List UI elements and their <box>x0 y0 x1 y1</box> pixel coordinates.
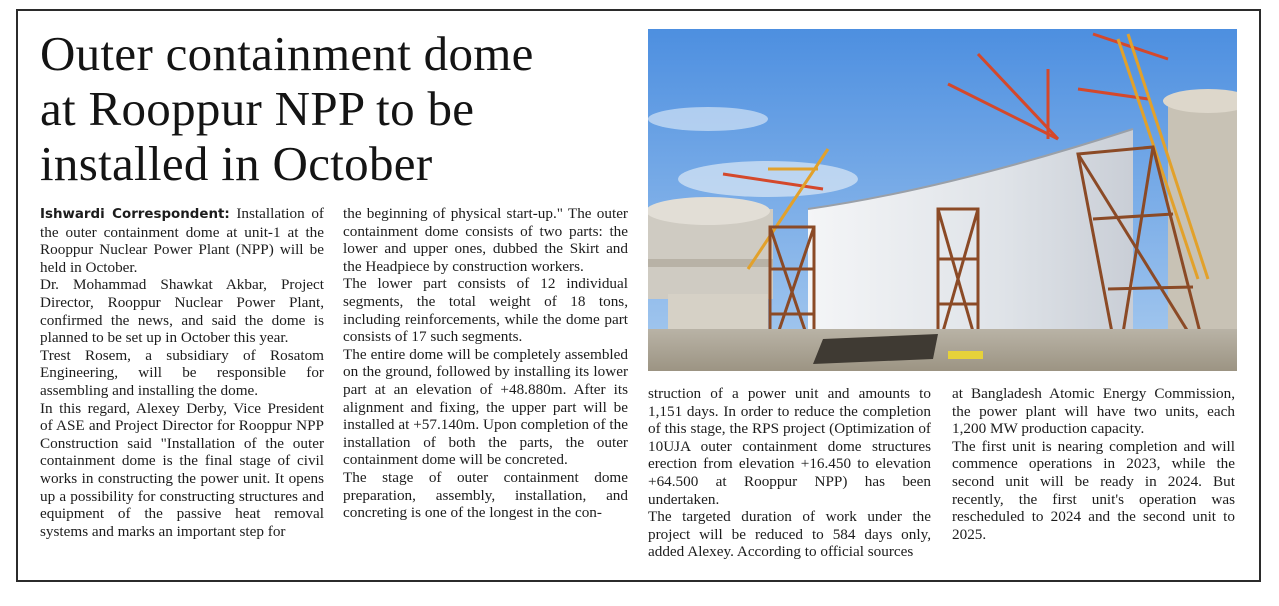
paragraph: The entire dome will be completely assembled on the ground, followed by installing its lower part at an elevation of +48.880m. After its alignment and fixing, the upper part will be installed at +57.140m. Upon completion of the installation of both the parts, the outer containment dome will be concreted. <box>343 345 628 469</box>
paragraph: the beginning of physical start-up." The outer containment dome consists of two parts: the lower and upper ones, dubbed the Skirt and the Headpiece by construction workers. <box>343 205 628 275</box>
article-column-4 <box>952 385 1235 543</box>
article-column-3 <box>648 385 931 561</box>
headline-line-1: Outer containment dome <box>40 26 534 81</box>
paragraph: struction of a power unit and amounts to 1,151 days. In order to reduce the completion of this stage, the RPS project (Optimization of 10UJA outer containment dome structures erection from elevation +16.450 to elevation +64.500 at Rooppur NPP) has been undertaken. <box>648 385 931 508</box>
paragraph: Trest Rosem, a subsidiary of Rosatom Engineering, will be responsible for assembling and installing the dome. <box>40 346 324 399</box>
paragraph: Dr. Mohammad Shawkat Akbar, Project Director, Rooppur Nuclear Power Plant, confirmed the news, and said the dome is planned to be set up in October this year. <box>40 276 324 347</box>
paragraph: The targeted duration of work under the project will be reduced to 584 days only, added Alexey. According to official sources <box>648 508 931 561</box>
byline: Ishwardi Correspondent: <box>40 207 230 222</box>
paragraph: The stage of outer containment dome preparation, assembly, installation, and concreting is one of the longest in the con- <box>343 468 628 522</box>
paragraph: The lower part consists of 12 individual segments, the total weight of 18 tons, including reinforcements, while the dome part consists of 17 such segments. <box>343 275 628 346</box>
article-column-2 <box>343 205 628 522</box>
article-column-1 <box>40 205 324 540</box>
headline-line-3: installed in October <box>40 136 433 191</box>
paragraph-text: Installation of the outer containment dome at unit-1 at the Rooppur Nuclear Power Plant (NPP) will be held in October. <box>40 205 324 276</box>
paragraph: The first unit is nearing completion and will commence operations in 2023, while the second unit will be ready in 2024. But recently, the first unit's operation was rescheduled to 2024 and the second unit to 2025. <box>952 437 1235 543</box>
paragraph <box>40 205 324 276</box>
paragraph: at Bangladesh Atomic Energy Commission, the power plant will have two units, each 1,200 MW production capacity. <box>952 385 1235 438</box>
headline <box>40 26 640 191</box>
headline-line-2: at Rooppur NPP to be <box>40 81 475 136</box>
paragraph: In this regard, Alexey Derby, Vice President of ASE and Project Director for Rooppur NPP Construction said "Installation of the outer containment dome is the final stage of civil works in constructing the power unit. It opens up a possibility for constructing structures and equipment of the passive heat removal systems and marks an important step for <box>40 399 324 540</box>
construction-site-photo <box>648 29 1237 371</box>
